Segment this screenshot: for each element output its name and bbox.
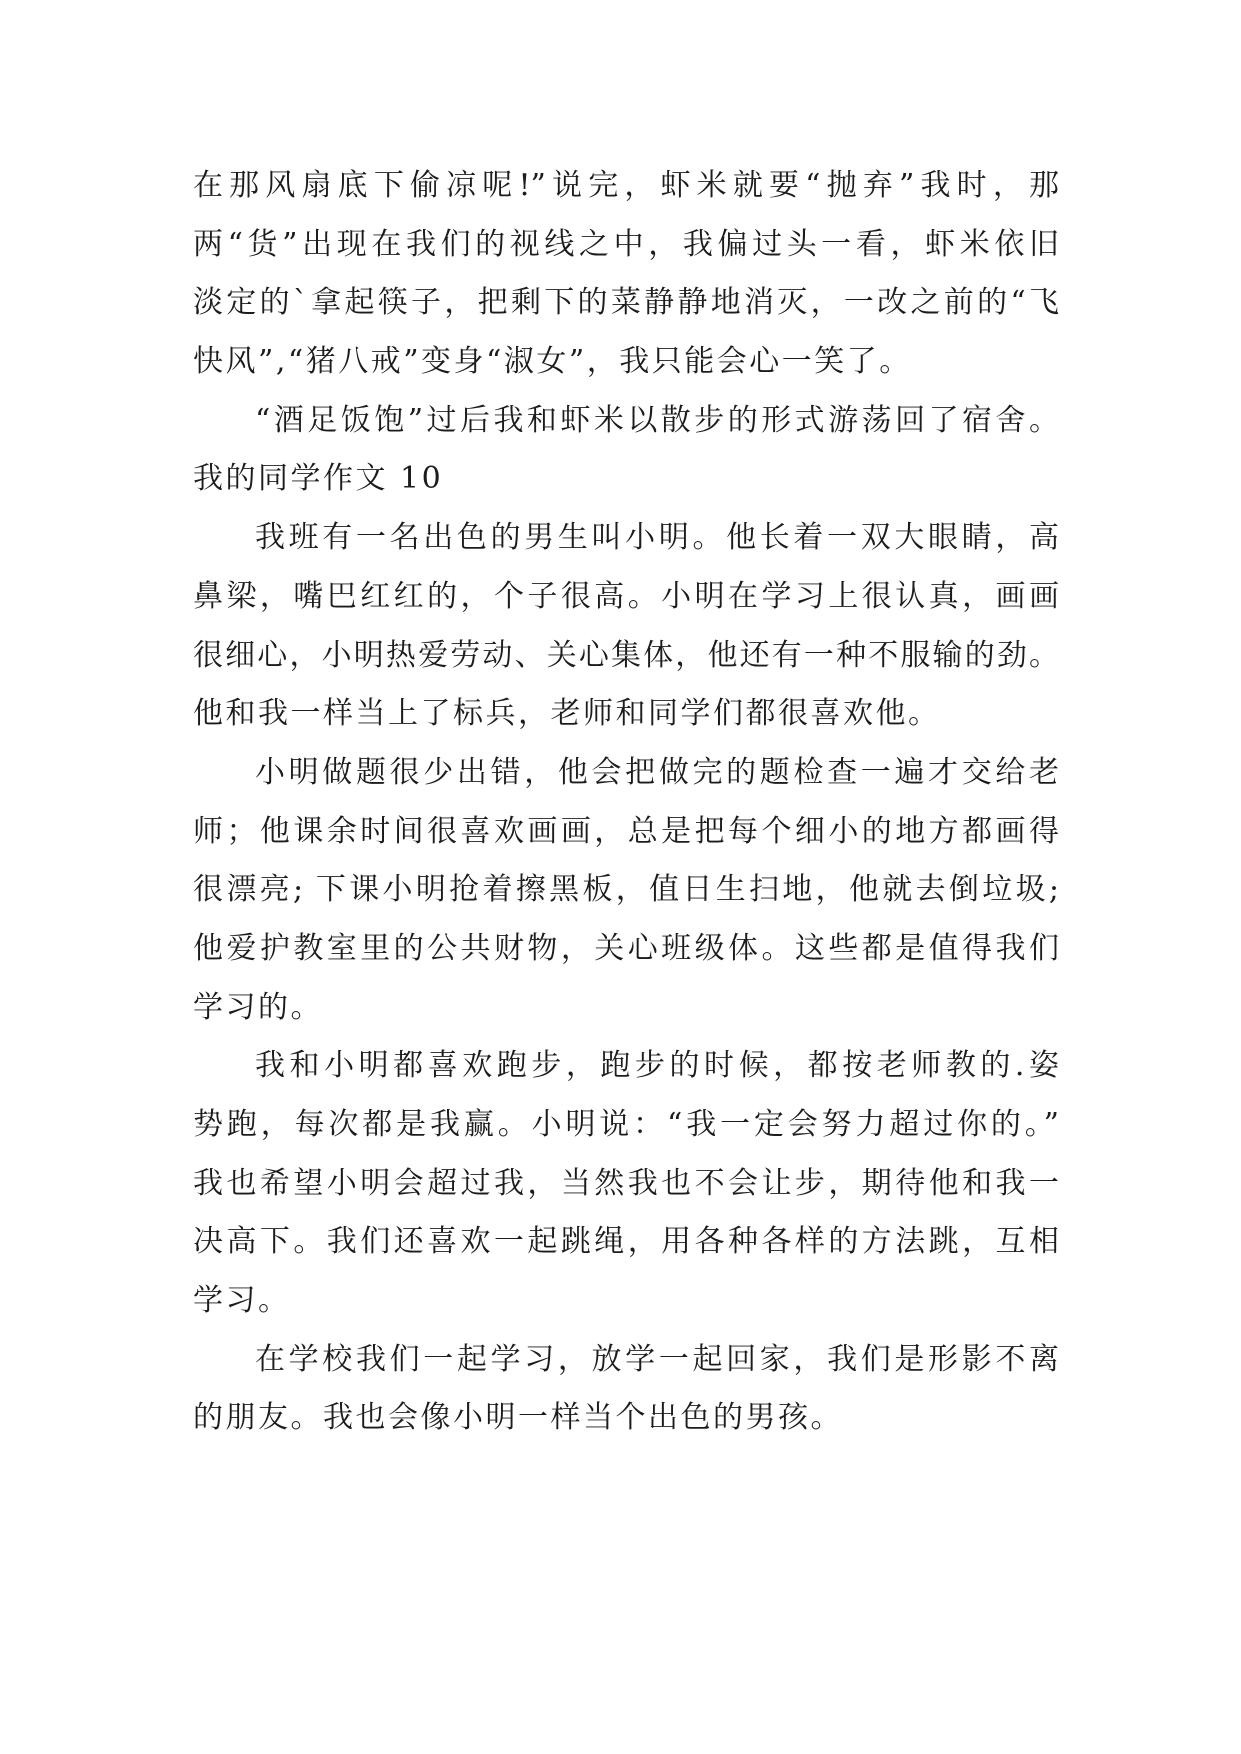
text-line: 在学校我们一起学习，放学一起回家，我们是形影不离 <box>255 1341 1059 1377</box>
text-line: 在那风扇底下偷凉呢!”说完，虾米就要“抛弃”我时，那 <box>193 168 1059 203</box>
text-line: 很漂亮; 下课小明抢着擦黑板，值日生扫地，他就去倒垃圾; <box>193 872 1059 908</box>
text-line: 的朋友。我也会像小明一样当个出色的男孩。 <box>193 1400 843 1436</box>
text-line: 学习。 <box>193 1283 291 1319</box>
text-line: 两“货”出现在我们的视线之中，我偏过头一看，虾米依旧 <box>193 226 1059 262</box>
text-line: 鼻梁，嘴巴红红的，个子很高。小明在学习上很认真，画画 <box>193 578 1059 614</box>
paragraph <box>193 1037 1059 1330</box>
text-line: 势跑，每次都是我赢。小明说：“我一定会努力超过你的。” <box>193 1107 1059 1142</box>
text-line: 师；他课余时间很喜欢画画，总是把每个细小的地方都画得 <box>193 813 1059 849</box>
text-line: 快风”,“猪八戒”变身“淑女”，我只能会心一笑了。 <box>193 344 912 380</box>
text-line: 决高下。我们还喜欢一起跳绳，用各种各样的方法跳，互相 <box>193 1224 1059 1260</box>
paragraph <box>193 392 1059 451</box>
paragraph <box>193 744 1059 1037</box>
text-line: 很细心，小明热爱劳动、关心集体，他还有一种不服输的劲。 <box>193 637 1059 673</box>
text-line: 他和我一样当上了标兵，老师和同学们都很喜欢他。 <box>193 696 941 732</box>
text-line: “酒足饭饱”过后我和虾米以散步的形式游荡回了宿舍。 <box>255 402 1059 438</box>
text-line: 他爱护教室里的公共财物，关心班级体。这些都是值得我们 <box>193 930 1059 966</box>
text-line: 小明做题很少出错，他会把做完的题检查一遍才交给老 <box>255 754 1059 790</box>
text-line: 我和小明都喜欢跑步，跑步的时候，都按老师教的.姿 <box>255 1048 1059 1084</box>
section-heading: 我的同学作文 10 <box>193 461 444 497</box>
text-line: 我也希望小明会超过我，当然我也不会让步，期待他和我一 <box>193 1165 1059 1201</box>
text-line: 我班有一名出色的男生叫小明。他长着一双大眼睛，高 <box>255 520 1059 556</box>
paragraph <box>193 157 1059 392</box>
text-line: 淡定的`拿起筷子，把剩下的菜静静地消灭，一改之前的“飞 <box>193 285 1059 321</box>
paragraph <box>193 1331 1059 1448</box>
paragraph <box>193 509 1059 744</box>
text-line: 学习的。 <box>193 989 323 1025</box>
document-body <box>193 157 1059 1448</box>
